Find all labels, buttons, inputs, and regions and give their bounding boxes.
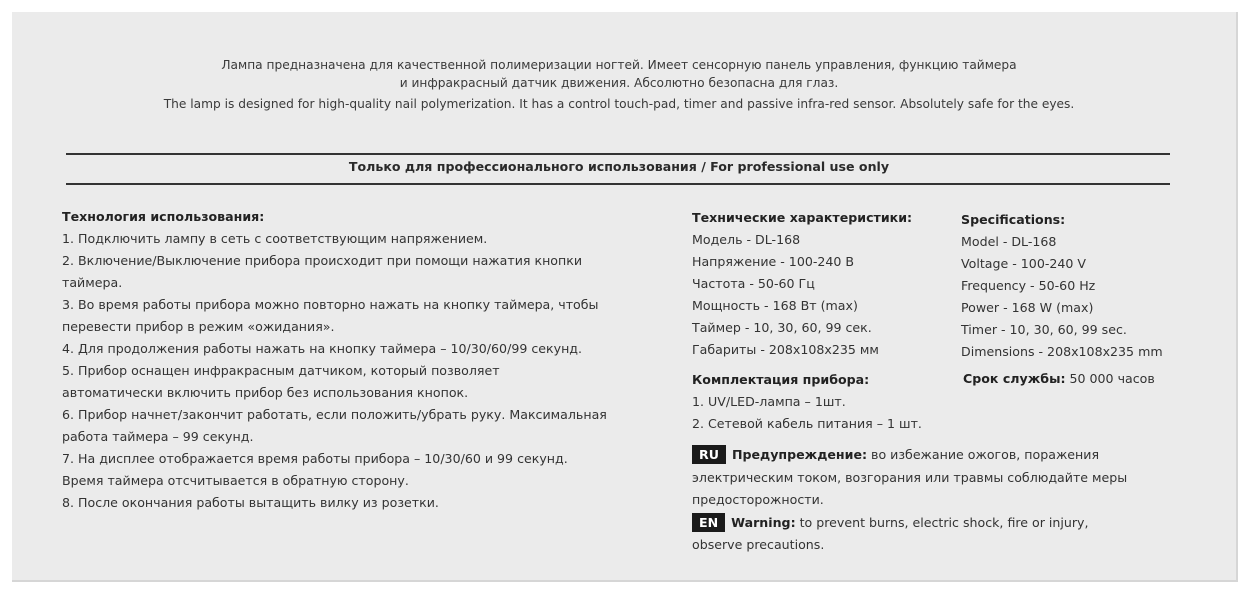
- kit-heading: Комплектация прибора:: [692, 372, 870, 387]
- usage-line: 5. Прибор оснащен инфракрасным датчиком, который позволяет: [62, 363, 500, 378]
- service-life-value: 50 000 часов: [1065, 371, 1155, 386]
- intro-en: The lamp is designed for high-quality nail polymerization. It has a control touch-pad, timer and passive infra-red sensor. Absolutely safe for the eyes.: [163, 97, 1075, 111]
- warning-ru: [692, 444, 1182, 467]
- warning-ru-line: электрическим током, возгорания или травмы соблюдайте меры: [692, 469, 1128, 485]
- spec-model: Model - DL-168: [961, 234, 1057, 249]
- usage-line: Время таймера отсчитывается в обратную сторону.: [62, 473, 409, 488]
- spec-frequency: Частота - 50-60 Гц: [692, 276, 815, 291]
- warning-en-text: to prevent burns, electric shock, fire or injury,: [795, 514, 1089, 530]
- warning-en: [692, 512, 1182, 535]
- divider-bottom: [66, 183, 1170, 185]
- spec-voltage: Voltage - 100-240 V: [961, 256, 1087, 271]
- en-language-badge: EN: [692, 513, 725, 532]
- warning-ru-text: во избежание ожогов, поражения: [867, 447, 1100, 462]
- usage-line: таймера.: [62, 275, 123, 290]
- intro-ru-line-1: Лампа предназначена для качественной полимеризации ногтей. Имеет сенсорную панель управления, функцию таймера: [221, 58, 1017, 72]
- usage-line: 7. На дисплее отображается время работы прибора – 10/30/60 и 99 секунд.: [62, 451, 568, 466]
- usage-line: 8. После окончания работы вытащить вилку из розетки.: [62, 495, 439, 510]
- divider-top: [66, 153, 1170, 155]
- intro-ru-line-2: и инфракрасный датчик движения. Абсолютно безопасна для глаз.: [399, 76, 839, 90]
- warning-ru-line: предосторожности.: [692, 492, 824, 507]
- ru-language-badge: RU: [692, 445, 726, 464]
- service-life-label: Срок службы:: [963, 371, 1066, 386]
- usage-heading: Технология использования:: [62, 209, 265, 224]
- spec-timer: Timer - 10, 30, 60, 99 sec.: [961, 322, 1127, 337]
- spec-model: Модель - DL-168: [692, 232, 801, 247]
- professional-use-banner: Только для профессионального использования / For professional use only: [348, 159, 890, 174]
- intro-description: [0, 56, 1238, 113]
- usage-line: перевести прибор в режим «ожидания».: [62, 319, 335, 334]
- spec-power: Power - 168 W (max): [961, 300, 1094, 315]
- package-contents: [692, 369, 992, 435]
- specs-en-heading: Specifications:: [961, 212, 1066, 227]
- usage-line: 3. Во время работы прибора можно повторно нажать на кнопку таймера, чтобы: [62, 297, 599, 312]
- usage-line: 4. Для продолжения работы нажать на кнопку таймера – 10/30/60/99 секунд.: [62, 341, 583, 356]
- usage-line: 2. Включение/Выключение прибора происходит при помощи нажатия кнопки: [62, 253, 583, 268]
- specs-russian: [692, 207, 952, 361]
- safety-warnings: [692, 444, 1182, 557]
- usage-line: автоматически включить прибор без использования кнопок.: [62, 385, 469, 400]
- warning-en-line: observe precautions.: [692, 537, 825, 552]
- spec-dimensions: Габариты - 208x108x235 мм: [692, 342, 879, 357]
- usage-line: 6. Прибор начнет/закончит работать, если положить/убрать руку. Максимальная: [62, 407, 607, 422]
- usage-instructions: [62, 206, 662, 514]
- spec-frequency: Frequency - 50-60 Hz: [961, 278, 1096, 293]
- warning-en-label: Warning:: [731, 514, 796, 530]
- usage-line: 1. Подключить лампу в сеть с соответствующим напряжением.: [62, 231, 488, 246]
- spec-timer: Таймер - 10, 30, 60, 99 сек.: [692, 320, 872, 335]
- kit-item: 1. UV/LED-лампа – 1шт.: [692, 394, 846, 409]
- specs-ru-heading: Технические характеристики:: [692, 210, 913, 225]
- specs-english: [961, 209, 1221, 363]
- spec-power: Мощность - 168 Вт (max): [692, 298, 858, 313]
- spec-voltage: Напряжение - 100-240 В: [692, 254, 855, 269]
- kit-item: 2. Сетевой кабель питания – 1 шт.: [692, 416, 922, 431]
- warning-ru-label: Предупреждение:: [731, 447, 868, 462]
- usage-line: работа таймера – 99 секунд.: [62, 429, 254, 444]
- spec-dimensions: Dimensions - 208x108x235 mm: [961, 344, 1163, 359]
